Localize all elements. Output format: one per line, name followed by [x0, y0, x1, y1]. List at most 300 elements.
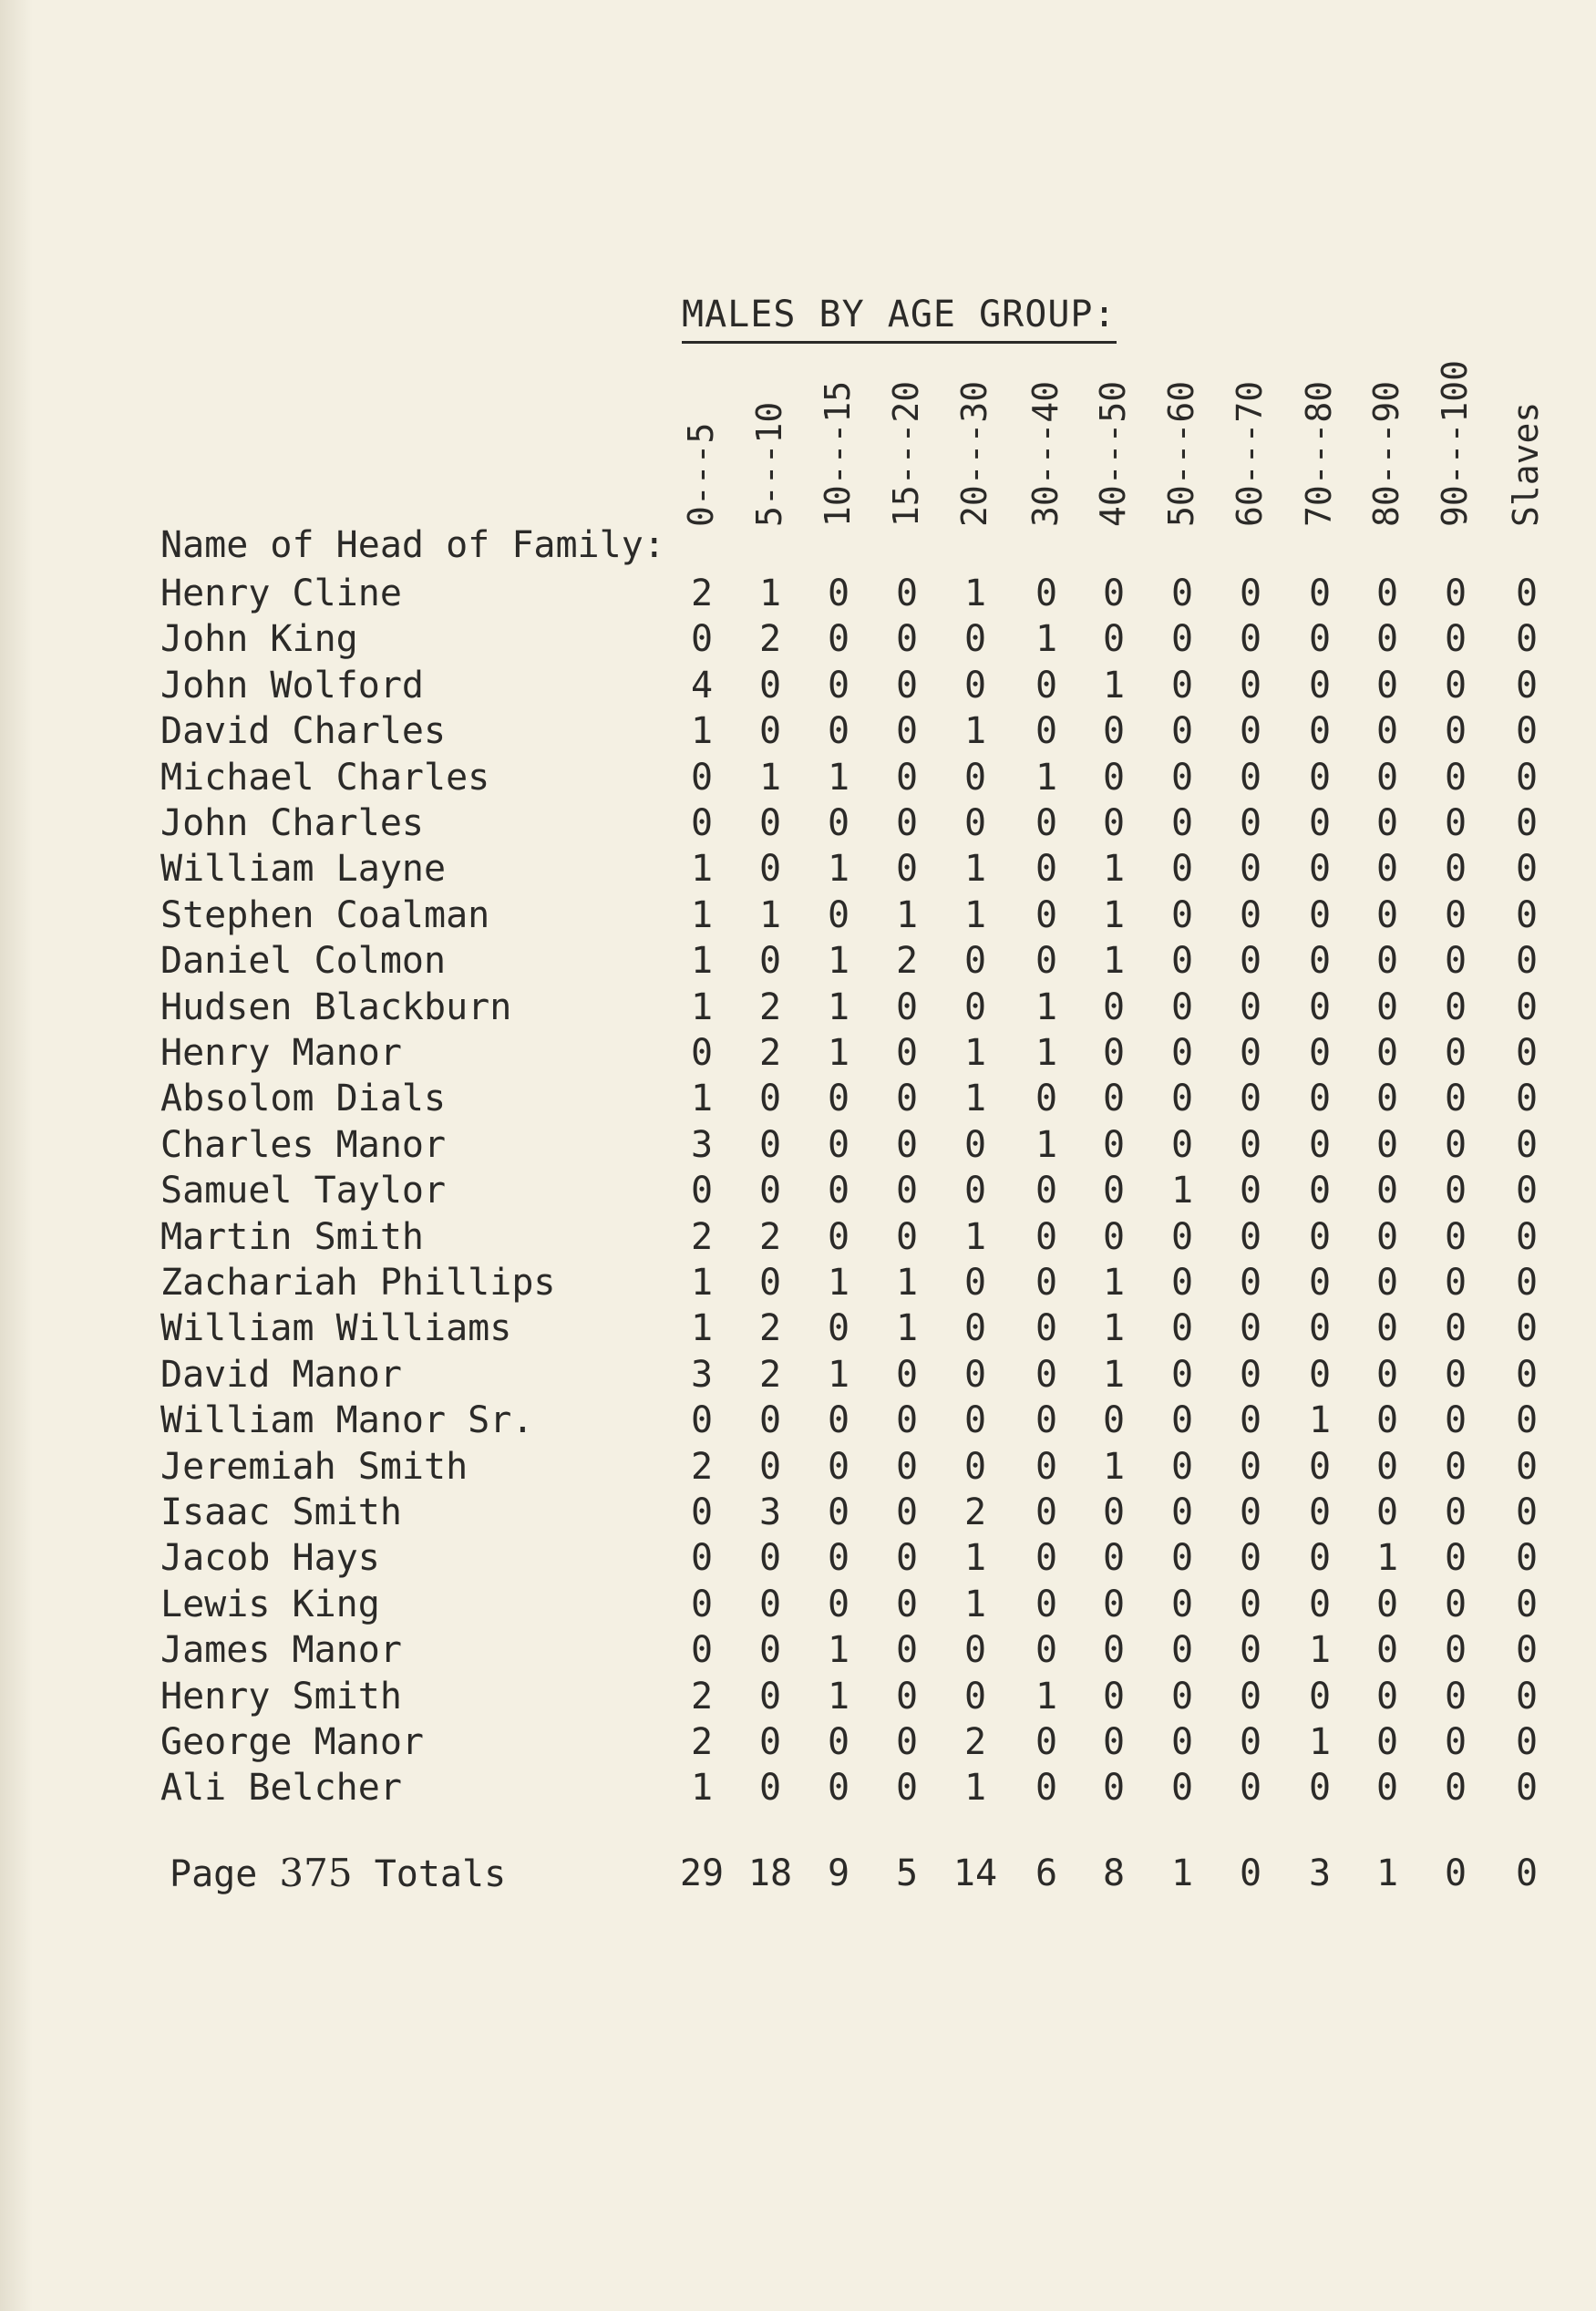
table-cell: 0 — [895, 848, 919, 891]
table-cell: 0 — [1308, 573, 1332, 614]
table-cell: 0 — [1102, 1170, 1126, 1212]
table-cell: 0 — [1308, 802, 1332, 844]
head-of-family-name: John Wolford — [160, 664, 424, 707]
page-label: Page — [170, 1853, 258, 1895]
table-row — [0, 1260, 1596, 1305]
table-cell: 0 — [758, 664, 782, 707]
table-cell: 0 — [1170, 985, 1194, 1028]
table-row — [0, 892, 1596, 938]
head-of-family-name: Charles Manor — [160, 1123, 447, 1166]
table-cell: 0 — [1239, 802, 1262, 844]
table-cell: 0 — [1375, 1032, 1399, 1074]
table-cell: 0 — [1375, 893, 1399, 936]
table-cell: 0 — [1308, 710, 1332, 753]
table-row — [0, 1214, 1596, 1260]
table-cell: 0 — [895, 1170, 919, 1212]
column-header-label: 5---10 — [749, 401, 789, 527]
table-cell: 1 — [1375, 1537, 1399, 1580]
table-cell: 0 — [758, 1675, 782, 1718]
table-cell: 0 — [1444, 710, 1467, 753]
table-cell: 1 — [963, 1583, 987, 1625]
table-cell: 0 — [1515, 1629, 1539, 1672]
table-cell: 0 — [895, 985, 919, 1028]
table-cell: 0 — [827, 1583, 850, 1625]
table-cell: 0 — [963, 802, 987, 844]
table-cell: 0 — [1102, 1629, 1126, 1672]
table-cell: 0 — [758, 940, 782, 983]
table-cell: 0 — [1170, 1445, 1194, 1488]
table-cell: 1 — [827, 1262, 850, 1304]
table-cell: 0 — [1515, 1123, 1539, 1166]
table-cell: 0 — [1035, 1537, 1058, 1580]
table-cell: 0 — [895, 1445, 919, 1488]
table-cell: 0 — [1515, 1353, 1539, 1396]
table-cell: 0 — [1375, 1078, 1399, 1120]
table-cell: 0 — [1444, 1721, 1467, 1763]
table-cell: 0 — [1035, 1170, 1058, 1212]
total-cell: 0 — [1239, 1852, 1262, 1894]
table-cell: 0 — [963, 1307, 987, 1350]
table-cell: 2 — [963, 1721, 987, 1763]
table-cell: 0 — [1375, 710, 1399, 753]
table-cell: 0 — [1035, 1307, 1058, 1350]
table-cell: 0 — [1308, 618, 1332, 661]
table-cell: 0 — [1308, 1583, 1332, 1625]
table-cell: 0 — [1102, 1215, 1126, 1258]
table-cell: 0 — [827, 1399, 850, 1442]
table-cell: 0 — [1515, 985, 1539, 1028]
table-cell: 0 — [1515, 802, 1539, 844]
table-cell: 0 — [963, 618, 987, 661]
table-cell: 0 — [963, 1629, 987, 1672]
table-cell: 1 — [1308, 1629, 1332, 1672]
table-row — [0, 800, 1596, 846]
table-cell: 2 — [758, 1353, 782, 1396]
table-cell: 0 — [1515, 848, 1539, 891]
total-cell: 1 — [1170, 1852, 1194, 1894]
table-cell: 0 — [1170, 1721, 1194, 1763]
table-cell: 0 — [1239, 1537, 1262, 1580]
table-cell: 0 — [1102, 1399, 1126, 1442]
column-header-label: 90---100 — [1435, 359, 1475, 527]
table-cell: 0 — [1239, 1307, 1262, 1350]
table-cell: 1 — [827, 985, 850, 1028]
table-cell: 0 — [1035, 940, 1058, 983]
table-cell: 1 — [895, 1307, 919, 1350]
table-cell: 2 — [690, 1675, 714, 1718]
table-cell: 0 — [827, 573, 850, 614]
table-cell: 0 — [1170, 710, 1194, 753]
table-cell: 0 — [758, 1767, 782, 1810]
table-cell: 0 — [895, 1721, 919, 1763]
table-cell: 0 — [1444, 1675, 1467, 1718]
table-cell: 0 — [1035, 710, 1058, 753]
table-cell: 0 — [1239, 985, 1262, 1028]
table-row — [0, 616, 1596, 662]
table-cell: 0 — [1308, 1767, 1332, 1810]
table-cell: 1 — [1035, 756, 1058, 799]
table-cell: 1 — [690, 985, 714, 1028]
table-cell: 0 — [1102, 1583, 1126, 1625]
table-cell: 0 — [690, 618, 714, 661]
table-cell: 0 — [1308, 1675, 1332, 1718]
table-cell: 0 — [1239, 848, 1262, 891]
table-cell: 1 — [963, 1032, 987, 1074]
table-cell: 0 — [1515, 1445, 1539, 1488]
table-cell: 0 — [1102, 1123, 1126, 1166]
table-cell: 0 — [1444, 1170, 1467, 1212]
table-cell: 0 — [1239, 1170, 1262, 1212]
totals-values — [0, 1851, 1596, 1896]
table-cell: 0 — [1102, 1032, 1126, 1074]
table-cell: 0 — [1308, 1170, 1332, 1212]
table-cell: 0 — [1035, 1721, 1058, 1763]
table-cell: 2 — [758, 985, 782, 1028]
table-cell: 0 — [895, 618, 919, 661]
table-cell: 0 — [1375, 1307, 1399, 1350]
table-cell: 0 — [1375, 985, 1399, 1028]
table-cell: 0 — [963, 1675, 987, 1718]
table-cell: 0 — [1102, 802, 1126, 844]
table-cell: 1 — [1308, 1721, 1332, 1763]
table-cell: 1 — [895, 1262, 919, 1304]
table-cell: 0 — [758, 1629, 782, 1672]
table-cell: 0 — [1102, 1078, 1126, 1120]
table-cell: 0 — [1515, 1307, 1539, 1350]
table-cell: 0 — [827, 1215, 850, 1258]
table-cell: 1 — [1035, 985, 1058, 1028]
table-cell: 0 — [895, 710, 919, 753]
table-title: MALES BY AGE GROUP: — [682, 294, 1117, 344]
table-row — [0, 1627, 1596, 1673]
totals-word: Totals — [374, 1853, 507, 1895]
table-cell: 0 — [1170, 1353, 1194, 1396]
table-cell: 1 — [963, 573, 987, 614]
table-cell: 0 — [1035, 1262, 1058, 1304]
table-cell: 0 — [1239, 1445, 1262, 1488]
table-cell: 0 — [1239, 1032, 1262, 1074]
table-cell: 0 — [1308, 1078, 1332, 1120]
table-cell: 0 — [1102, 985, 1126, 1028]
table-cell: 0 — [1239, 1767, 1262, 1810]
table-cell: 0 — [1308, 848, 1332, 891]
table-cell: 2 — [963, 1491, 987, 1533]
table-cell: 0 — [1102, 710, 1126, 753]
table-cell: 0 — [827, 1307, 850, 1350]
head-of-family-name: Ali Belcher — [160, 1767, 402, 1810]
table-cell: 0 — [1170, 1307, 1194, 1350]
column-header-label: 10---15 — [818, 380, 858, 527]
total-cell: 0 — [1515, 1852, 1539, 1894]
table-cell: 0 — [758, 1583, 782, 1625]
table-cell: 0 — [895, 802, 919, 844]
table-cell: 0 — [827, 1767, 850, 1810]
table-cell: 0 — [827, 1537, 850, 1580]
table-cell: 0 — [1170, 1032, 1194, 1074]
table-cell: 0 — [1102, 573, 1126, 614]
table-cell: 0 — [1035, 1353, 1058, 1396]
table-cell: 0 — [827, 664, 850, 707]
table-cell: 0 — [1308, 1307, 1332, 1350]
table-row — [0, 663, 1596, 708]
table-cell: 0 — [1515, 1721, 1539, 1763]
table-cell: 0 — [1444, 1629, 1467, 1672]
table-cell: 0 — [827, 1491, 850, 1533]
table-cell: 0 — [1170, 1399, 1194, 1442]
table-cell: 0 — [690, 1032, 714, 1074]
table-cell: 0 — [1170, 1215, 1194, 1258]
table-cell: 0 — [1375, 1399, 1399, 1442]
column-header-label: 60---70 — [1230, 380, 1270, 527]
table-cell: 0 — [1515, 573, 1539, 614]
table-row — [0, 1122, 1596, 1168]
table-cell: 0 — [1102, 618, 1126, 661]
table-cell: 0 — [1170, 940, 1194, 983]
table-cell: 0 — [1035, 664, 1058, 707]
column-header-label: 20---30 — [954, 380, 994, 527]
table-cell: 0 — [895, 1215, 919, 1258]
table-cell: 0 — [1444, 802, 1467, 844]
table-cell: 1 — [963, 1078, 987, 1120]
table-cell: 1 — [963, 848, 987, 891]
table-cell: 0 — [758, 848, 782, 891]
table-cell: 0 — [1102, 1537, 1126, 1580]
table-cell: 0 — [1170, 1491, 1194, 1533]
table-cell: 0 — [827, 1078, 850, 1120]
table-cell: 1 — [1102, 893, 1126, 936]
table-cell: 0 — [1375, 1629, 1399, 1672]
table-cell: 3 — [758, 1491, 782, 1533]
table-cell: 0 — [827, 802, 850, 844]
table-cell: 1 — [690, 1307, 714, 1350]
head-of-family-name: Daniel Colmon — [160, 940, 447, 983]
table-cell: 0 — [827, 1445, 850, 1488]
table-cell: 0 — [1170, 1767, 1194, 1810]
table-row — [0, 571, 1596, 616]
table-cell: 0 — [1035, 1445, 1058, 1488]
table-row — [0, 1352, 1596, 1398]
table-cell: 0 — [1170, 1583, 1194, 1625]
table-cell: 0 — [1444, 1078, 1467, 1120]
table-cell: 1 — [963, 710, 987, 753]
table-row — [0, 708, 1596, 754]
table-row — [0, 1582, 1596, 1627]
table-cell: 1 — [690, 893, 714, 936]
table-cell: 0 — [758, 1721, 782, 1763]
table-cell: 0 — [1239, 1629, 1262, 1672]
head-of-family-name: William Manor Sr. — [160, 1399, 534, 1442]
table-cell: 0 — [895, 1353, 919, 1396]
table-cell: 0 — [1170, 1629, 1194, 1672]
table-cell: 0 — [1170, 802, 1194, 844]
table-row — [0, 1398, 1596, 1443]
table-cell: 0 — [1375, 1445, 1399, 1488]
table-cell: 0 — [1035, 848, 1058, 891]
table-cell: 0 — [1375, 1491, 1399, 1533]
table-cell: 0 — [1308, 1491, 1332, 1533]
table-cell: 0 — [1515, 1215, 1539, 1258]
table-cell: 0 — [1035, 1767, 1058, 1810]
table-cell: 0 — [1308, 1262, 1332, 1304]
column-header-label: 50---60 — [1161, 380, 1201, 527]
table-cell: 0 — [690, 1583, 714, 1625]
head-of-family-name: Isaac Smith — [160, 1491, 402, 1533]
table-cell: 0 — [895, 1399, 919, 1442]
table-row — [0, 1444, 1596, 1490]
head-of-family-name: John Charles — [160, 802, 424, 844]
table-cell: 0 — [963, 1123, 987, 1166]
table-cell: 0 — [963, 985, 987, 1028]
column-header-label: 30---40 — [1025, 380, 1066, 527]
table-cell: 1 — [690, 710, 714, 753]
table-cell: 1 — [1035, 1032, 1058, 1074]
column-header-label: 0---5 — [681, 422, 721, 527]
table-cell: 0 — [690, 1399, 714, 1442]
table-cell: 0 — [1444, 1123, 1467, 1166]
table-cell: 1 — [1102, 1353, 1126, 1396]
table-cell: 0 — [1375, 1767, 1399, 1810]
table-cell: 0 — [1515, 940, 1539, 983]
table-cell: 0 — [895, 573, 919, 614]
total-cell: 0 — [1444, 1852, 1467, 1894]
table-cell: 1 — [758, 756, 782, 799]
table-cell: 0 — [1308, 1537, 1332, 1580]
table-cell: 1 — [690, 940, 714, 983]
table-cell: 0 — [1102, 1721, 1126, 1763]
table-cell: 0 — [1308, 1032, 1332, 1074]
table-cell: 0 — [1515, 1170, 1539, 1212]
table-cell: 2 — [690, 1215, 714, 1258]
total-cell: 6 — [1035, 1852, 1058, 1894]
table-cell: 1 — [963, 1215, 987, 1258]
table-cell: 0 — [1239, 1399, 1262, 1442]
table-cell: 2 — [690, 573, 714, 614]
table-row — [0, 1030, 1596, 1076]
table-cell: 0 — [1515, 664, 1539, 707]
table-cell: 4 — [690, 664, 714, 707]
table-cell: 1 — [827, 1629, 850, 1672]
head-of-family-name: Jeremiah Smith — [160, 1445, 469, 1488]
head-of-family-name: Martin Smith — [160, 1215, 424, 1258]
table-cell: 0 — [690, 756, 714, 799]
table-cell: 1 — [758, 893, 782, 936]
table-cell: 0 — [1035, 1491, 1058, 1533]
table-cell: 0 — [1170, 618, 1194, 661]
table-cell: 0 — [1239, 618, 1262, 661]
table-cell: 0 — [758, 1078, 782, 1120]
table-cell: 0 — [1444, 1262, 1467, 1304]
table-cell: 0 — [758, 1262, 782, 1304]
table-cell: 0 — [1239, 1078, 1262, 1120]
table-cell: 0 — [1515, 1491, 1539, 1533]
table-cell: 1 — [1102, 848, 1126, 891]
table-cell: 1 — [963, 1767, 987, 1810]
table-cell: 0 — [1515, 1767, 1539, 1810]
table-row — [0, 1168, 1596, 1213]
table-cell: 1 — [1102, 664, 1126, 707]
table-cell: 1 — [758, 573, 782, 614]
table-cell: 0 — [1308, 1353, 1332, 1396]
table-cell: 0 — [1444, 1491, 1467, 1533]
table-cell: 0 — [758, 710, 782, 753]
table-cell: 0 — [1444, 1445, 1467, 1488]
table-cell: 1 — [827, 848, 850, 891]
table-cell: 0 — [1375, 1170, 1399, 1212]
table-cell: 0 — [1515, 893, 1539, 936]
table-cell: 0 — [1444, 664, 1467, 707]
table-cell: 0 — [1444, 940, 1467, 983]
table-cell: 0 — [1375, 1262, 1399, 1304]
table-cell: 0 — [827, 618, 850, 661]
table-cell: 1 — [1102, 1262, 1126, 1304]
table-cell: 0 — [1035, 1629, 1058, 1672]
table-row — [0, 1076, 1596, 1121]
table-cell: 0 — [895, 1078, 919, 1120]
table-cell: 0 — [1515, 1583, 1539, 1625]
table-cell: 0 — [1444, 573, 1467, 614]
head-of-family-name: Henry Cline — [160, 573, 402, 614]
table-row — [0, 1305, 1596, 1351]
table-cell: 0 — [963, 1399, 987, 1442]
table-cell: 0 — [1239, 1353, 1262, 1396]
table-cell: 0 — [690, 1491, 714, 1533]
table-cell: 0 — [1239, 1721, 1262, 1763]
table-cell: 0 — [1239, 940, 1262, 983]
table-cell: 0 — [1308, 664, 1332, 707]
head-of-family-name: Zachariah Phillips — [160, 1262, 556, 1304]
table-cell: 0 — [1035, 893, 1058, 936]
total-cell: 14 — [952, 1852, 998, 1894]
column-header-label: Slaves — [1506, 401, 1546, 527]
table-cell: 0 — [1035, 1215, 1058, 1258]
table-cell: 0 — [895, 1675, 919, 1718]
table-cell: 3 — [690, 1123, 714, 1166]
table-cell: 0 — [963, 756, 987, 799]
total-cell: 5 — [895, 1852, 919, 1894]
table-cell: 0 — [1444, 985, 1467, 1028]
table-cell: 1 — [1102, 1445, 1126, 1488]
table-cell: 1 — [963, 893, 987, 936]
head-of-family-name: William Williams — [160, 1307, 512, 1350]
table-cell: 0 — [963, 1262, 987, 1304]
table-cell: 0 — [1375, 664, 1399, 707]
head-of-family-name: Henry Manor — [160, 1032, 402, 1074]
table-cell: 0 — [1515, 1078, 1539, 1120]
table-row — [0, 985, 1596, 1030]
table-cell: 0 — [1239, 1491, 1262, 1533]
table-cell: 0 — [1170, 848, 1194, 891]
total-cell: 18 — [747, 1852, 793, 1894]
table-cell: 0 — [758, 802, 782, 844]
table-cell: 0 — [1102, 1767, 1126, 1810]
table-cell: 0 — [895, 1537, 919, 1580]
table-cell: 0 — [827, 1123, 850, 1166]
table-cell: 0 — [1239, 710, 1262, 753]
table-cell: 0 — [1515, 756, 1539, 799]
table-cell: 0 — [1239, 1262, 1262, 1304]
head-of-family-name: Absolom Dials — [160, 1078, 447, 1120]
table-cell: 0 — [827, 893, 850, 936]
table-cell: 1 — [690, 1078, 714, 1120]
table-cell: 2 — [758, 1032, 782, 1074]
table-cell: 0 — [1239, 664, 1262, 707]
table-cell: 0 — [758, 1399, 782, 1442]
table-cell: 0 — [1515, 1032, 1539, 1074]
table-cell: 0 — [895, 1583, 919, 1625]
table-cell: 0 — [1375, 618, 1399, 661]
head-of-family-name: John King — [160, 618, 358, 661]
table-cell: 0 — [895, 1032, 919, 1074]
